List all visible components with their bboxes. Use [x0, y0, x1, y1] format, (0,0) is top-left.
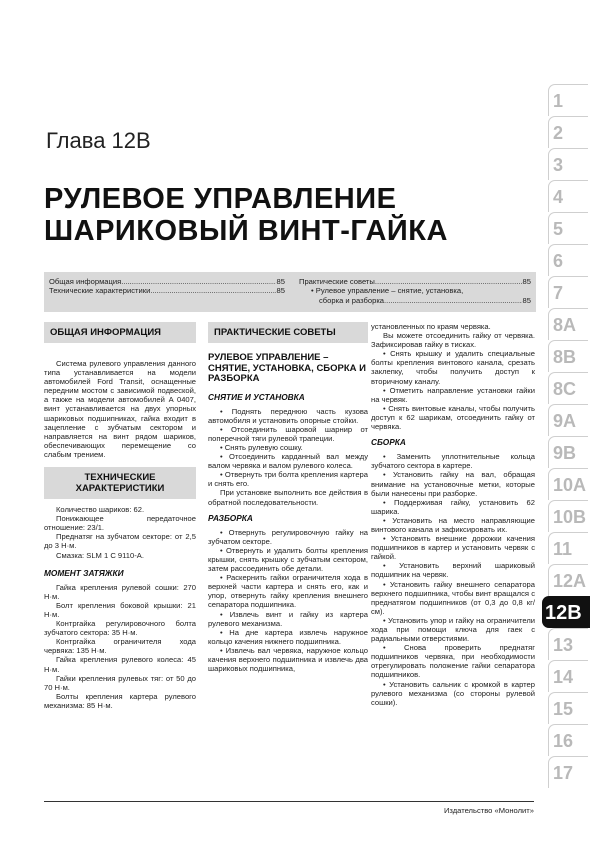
paragraph: • Установить верхний шариковый подшипник на червяк. [371, 561, 535, 580]
paragraph: • Установить гайку на вал, обращая внимание на установочные метки, которые были нанесены при разборке. [371, 470, 535, 498]
paragraph: • Снять винтовые каналы, чтобы получить доступ к 62 шарикам, отсоединить гайку от червяка. [371, 403, 535, 432]
toc-left-column [49, 277, 285, 296]
paragraph: При установке выполнить все действия в обратной последовательности. [208, 488, 368, 507]
title-line-2: ШАРИКОВЫЙ ВИНТ-ГАЙКА [44, 215, 448, 247]
chapter-tab[interactable]: 10B [548, 500, 588, 532]
paragraph: • Установить на место направляющие винтового канала и зафиксировать их. [371, 515, 535, 534]
paragraph: • На дне картера извлечь наружное кольцо качения нижнего подшипника. [208, 627, 368, 646]
chapter-tab[interactable]: 1 [548, 84, 588, 116]
section-heading-tech: ТЕХНИЧЕСКИЕ ХАРАКТЕРИСТИКИ [44, 467, 196, 499]
paragraph: Вы можете отсоединить гайку от червяка. Зафиксировав гайку в тисках. [371, 331, 535, 350]
chapter-tab[interactable]: 14 [548, 660, 588, 692]
column-2 [208, 322, 368, 673]
chapter-tab[interactable]: 9A [548, 404, 588, 436]
chapter-tabs [545, 84, 588, 788]
table-of-contents [44, 272, 536, 312]
chapter-tab[interactable]: 17 [548, 756, 588, 788]
paragraph: Смазка: SLM 1 C 9110-A. [56, 550, 144, 560]
paragraph: Понижающее передаточное отношение: 23/1. [44, 514, 196, 533]
section-heading-general: ОБЩАЯ ИНФОРМАЦИЯ [44, 322, 196, 343]
paragraph: Количество шариков: 62. [56, 505, 145, 515]
paragraph: Гайка крепления рулевого колеса: 45 Н·м. [44, 655, 196, 674]
paragraph: • Отсоединить карданный вал между валом червяка и валом рулевого колеса. [208, 452, 368, 471]
paragraph: Преднатяг на зубчатом секторе: от 2,5 до 3 Н·м. [44, 532, 196, 551]
toc-entry[interactable]: • Рулевое управление – снятие, установка, [311, 286, 464, 296]
paragraph: • Извлечь винт и гайку из картера рулевого механизма. [208, 609, 368, 628]
chapter-tab[interactable]: 8B [548, 340, 588, 372]
chapter-tab[interactable]: 9B [548, 436, 588, 468]
paragraph: Гайки крепления рулевых тяг: от 50 до 70 Н·м. [44, 673, 196, 692]
column-3 [371, 322, 535, 707]
chapter-tab[interactable]: 13 [548, 628, 588, 660]
paragraph: Контргайка регулировочного болта зубчатого сектора: 35 Н·м. [44, 619, 196, 638]
chapter-tab[interactable]: 4 [548, 180, 588, 212]
paragraph: • Установить сальник с кромкой в картер рулевого механизма (со стороны рулевой сошки). [371, 679, 535, 707]
paragraph: • Установить внешние дорожки качения подшипников в картер и установить червяк с гайкой. [371, 534, 535, 562]
paragraph: • Снять крышку и удалить специальные болты крепления винтового канала, срезать заклепку, чтобы получить доступ к вторичному каналу. [371, 349, 535, 386]
paragraph: • Извлечь вал червяка, наружное кольцо качения верхнего подшипника и извлечь два шариковых подшипника, [208, 645, 368, 674]
chapter-label: Глава 12В [46, 128, 151, 153]
footer-divider [44, 801, 534, 802]
paragraph: • Установить гайку внешнего сепаратора верхнего подшипника, чтобы винт вращался с преднатягом подшипников (от 0,3 до 0,8 кг/см). [371, 579, 535, 616]
chapter-tab[interactable]: 8A [548, 308, 588, 340]
paragraph: • Поднять переднюю часть кузова автомобиля и установить опорные стойки. [208, 406, 368, 425]
subheading-disassembly: РАЗБОРКА [208, 512, 253, 523]
chapter-tab[interactable]: 15 [548, 692, 588, 724]
chapter-tab[interactable]: 7 [548, 276, 588, 308]
toc-entry[interactable]: Технические характеристики ..... 85 [49, 286, 285, 295]
subheading-assembly: СБОРКА [371, 437, 406, 448]
section-title-steering: РУЛЕВОЕ УПРАВЛЕНИЕ – СНЯТИЕ, УСТАНОВКА, СБОРКА И РАЗБОРКА [208, 352, 366, 384]
toc-entry[interactable]: сборка и разборка ..... 85 [299, 296, 531, 305]
chapter-tab[interactable]: 12A [548, 564, 588, 596]
paragraph: • Снять рулевую сошку. [220, 442, 303, 452]
paragraph: • Отсоединить шаровой шарнир от поперечной тяги рулевой трапеции. [208, 424, 368, 443]
paragraph: Болт крепления боковой крышки: 21 Н·м. [44, 600, 196, 619]
chapter-tab[interactable]: 2 [548, 116, 588, 148]
paragraph: Система рулевого управления данного типа устанавливается на модели автомобилей Ford Transit, оснащенные передним мостом с зависимой подвеской, а также на модели автомобилей A 0407, винт устанавливается на двух упорных шариковых подшипниках, гайка входит в зацепление с зубчатым сектором и направляется на винт рядом шариков, обеспечивающих перемещение со слабым трением. [44, 359, 196, 459]
chapter-tab[interactable]: 10A [548, 468, 588, 500]
paragraph: установленных по краям червяка. [371, 322, 491, 331]
paragraph: • Установить упор и гайку на ограничители хода при помощи ключа для гаек с радиальными отверстиями. [371, 615, 535, 644]
paragraph: Болты крепления картера рулевого механизма: 85 Н·м. [44, 691, 196, 710]
paragraph: Контргайка ограничителя хода червяка: 135 Н·м. [44, 637, 196, 656]
section-heading-practical: ПРАКТИЧЕСКИЕ СОВЕТЫ [208, 322, 368, 343]
paragraph: • Поддерживая гайку, установить 62 шарика. [371, 497, 535, 516]
paragraph: • Заменить уплотнительные кольца зубчатого сектора в картере. [371, 452, 535, 471]
paragraph: • Отвернуть и удалить болты крепления крышки, снять крышку с зубчатым сектором, затем рассоединить обе детали. [208, 545, 368, 574]
title-line-1: РУЛЕВОЕ УПРАВЛЕНИЕ [44, 183, 397, 215]
subheading-torque: МОМЕНТ ЗАТЯЖКИ [44, 567, 124, 578]
publisher-footer: Издательство «Монолит» [443, 806, 534, 815]
toc-entry[interactable]: Практические советы ..... 85 [299, 277, 531, 286]
chapter-tab[interactable]: 5 [548, 212, 588, 244]
column-1 [44, 322, 196, 710]
chapter-tab[interactable]: 6 [548, 244, 588, 276]
chapter-tab[interactable]: 11 [548, 532, 588, 564]
paragraph: • Снова проверить преднатяг подшипников червяка, при необходимости отрегулировать положение гайки сепаратора подшипников. [371, 643, 535, 680]
chapter-tab-active[interactable]: 12B [542, 596, 590, 628]
paragraph: Гайка крепления рулевой сошки: 270 Н·м. [44, 582, 196, 601]
paragraph: • Отвернуть регулировочную гайку на зубчатом секторе. [208, 527, 368, 546]
toc-entry[interactable]: Общая информация ..... 85 [49, 277, 285, 286]
chapter-tab[interactable]: 3 [548, 148, 588, 180]
subheading-removal: СНЯТИЕ И УСТАНОВКА [208, 391, 305, 402]
paragraph: • Раскернить гайки ограничителя хода в верхней части картера и снять его, как и упор, отвернуть гайку крепления внешнего сепаратора подшипника. [208, 573, 368, 610]
chapter-tab[interactable]: 16 [548, 724, 588, 756]
toc-right-column [299, 277, 531, 305]
paragraph: • Отвернуть три болта крепления картера и снять его. [208, 470, 368, 489]
page-title [44, 183, 524, 247]
paragraph: • Отметить направление установки гайки на червяк. [371, 385, 535, 404]
chapter-tab[interactable]: 8C [548, 372, 588, 404]
